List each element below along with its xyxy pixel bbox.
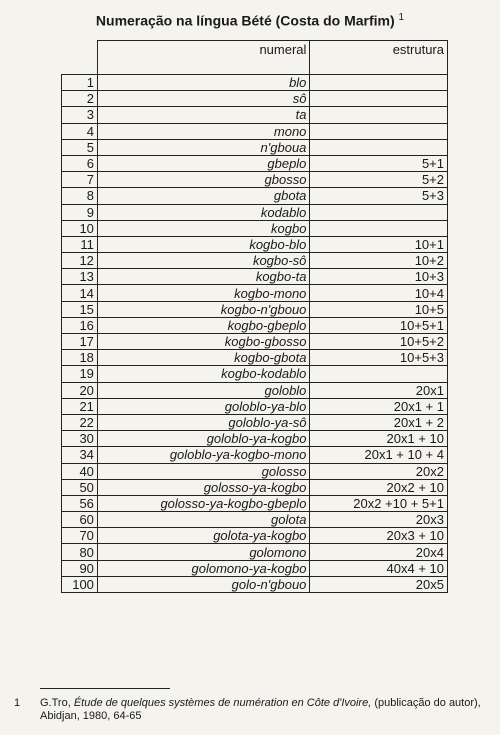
- table-row: [62, 350, 448, 366]
- row-numeral: kogbo-sô: [97, 253, 310, 269]
- row-number: 12: [62, 253, 98, 269]
- footnote-text: [40, 697, 495, 723]
- table-row: [62, 414, 448, 430]
- footnote-mark: 1: [14, 697, 21, 709]
- row-number: 80: [62, 544, 98, 560]
- footnote-work-title: Étude de quelques systèmes de numération en Côte d'Ivoire,: [73, 697, 372, 709]
- table-row: [62, 139, 448, 155]
- row-number: 40: [62, 463, 98, 479]
- row-numeral: kogbo-blo: [97, 236, 310, 252]
- footnote-author: G.Tro,: [40, 697, 74, 709]
- table-row: [62, 495, 448, 511]
- row-number: 3: [62, 107, 98, 123]
- row-numeral: golota: [97, 512, 310, 528]
- footnote-publication: (publicação do autor), Abidjan, 1980, 64-65: [40, 697, 481, 722]
- row-estrutura: [310, 139, 448, 155]
- row-number: 20: [62, 382, 98, 398]
- row-estrutura: 20x1: [310, 382, 448, 398]
- row-number: 5: [62, 139, 98, 155]
- row-estrutura: 20x1 + 10 + 4: [310, 447, 448, 463]
- row-number: 30: [62, 431, 98, 447]
- row-numeral: golo-n'gbouo: [97, 576, 310, 592]
- table-row: [62, 334, 448, 350]
- row-number: 6: [62, 155, 98, 171]
- table-row: [62, 75, 448, 91]
- table-row: [62, 172, 448, 188]
- row-number: 18: [62, 350, 98, 366]
- table-row: [62, 155, 448, 171]
- row-numeral: mono: [97, 123, 310, 139]
- row-numeral: goloblo-ya-kogbo-mono: [97, 447, 310, 463]
- table-row: [62, 366, 448, 382]
- table-row: [62, 269, 448, 285]
- page-title: [0, 12, 500, 29]
- numeral-table: [61, 40, 448, 593]
- table-row: [62, 447, 448, 463]
- table-row: [62, 91, 448, 107]
- row-number: 21: [62, 398, 98, 414]
- table-row: [62, 528, 448, 544]
- row-numeral: n'gboua: [97, 139, 310, 155]
- row-number: 7: [62, 172, 98, 188]
- table-row: [62, 463, 448, 479]
- row-number: 19: [62, 366, 98, 382]
- table-row: [62, 285, 448, 301]
- row-estrutura: 10+5+3: [310, 350, 448, 366]
- row-number: 13: [62, 269, 98, 285]
- row-numeral: goloblo-ya-kogbo: [97, 431, 310, 447]
- row-estrutura: 10+1: [310, 236, 448, 252]
- row-number: 22: [62, 414, 98, 430]
- header-estrutura: estrutura: [310, 41, 448, 75]
- row-estrutura: [310, 75, 448, 91]
- title-text: Numeração na língua Bété (Costa do Marfim): [95, 12, 395, 29]
- row-numeral: gbeplo: [97, 155, 310, 171]
- table-row: [62, 253, 448, 269]
- table-row: [62, 220, 448, 236]
- row-estrutura: [310, 366, 448, 382]
- table-row: [62, 382, 448, 398]
- row-number: 15: [62, 301, 98, 317]
- row-numeral: gbota: [97, 188, 310, 204]
- table-row: [62, 544, 448, 560]
- row-numeral: kogbo-gbeplo: [97, 317, 310, 333]
- row-numeral: golosso: [97, 463, 310, 479]
- row-number: 4: [62, 123, 98, 139]
- table-row: [62, 398, 448, 414]
- row-number: 11: [62, 236, 98, 252]
- row-estrutura: 5+3: [310, 188, 448, 204]
- row-estrutura: 5+1: [310, 155, 448, 171]
- row-estrutura: 20x2 +10 + 5+1: [310, 495, 448, 511]
- table-row: [62, 301, 448, 317]
- row-number: 16: [62, 317, 98, 333]
- row-estrutura: [310, 220, 448, 236]
- row-estrutura: 5+2: [310, 172, 448, 188]
- row-numeral: gbosso: [97, 172, 310, 188]
- row-numeral: goloblo: [97, 382, 310, 398]
- row-number: 2: [62, 91, 98, 107]
- row-estrutura: 20x4: [310, 544, 448, 560]
- table-row: [62, 479, 448, 495]
- table-row: [62, 123, 448, 139]
- row-estrutura: 10+5+2: [310, 334, 448, 350]
- row-numeral: golomono-ya-kogbo: [97, 560, 310, 576]
- row-estrutura: 20x3: [310, 512, 448, 528]
- row-number: 56: [62, 495, 98, 511]
- row-number: 70: [62, 528, 98, 544]
- table-row: [62, 576, 448, 592]
- row-estrutura: 20x2: [310, 463, 448, 479]
- row-estrutura: 10+4: [310, 285, 448, 301]
- row-estrutura: 20x1 + 10: [310, 431, 448, 447]
- table-row: [62, 431, 448, 447]
- row-estrutura: 20x1 + 2: [310, 414, 448, 430]
- row-number: 8: [62, 188, 98, 204]
- row-numeral: goloblo-ya-sô: [97, 414, 310, 430]
- row-estrutura: [310, 107, 448, 123]
- row-number: 90: [62, 560, 98, 576]
- row-numeral: kogbo-gbota: [97, 350, 310, 366]
- table-row: [62, 107, 448, 123]
- row-number: 17: [62, 334, 98, 350]
- row-numeral: kogbo-gbosso: [97, 334, 310, 350]
- row-number: 9: [62, 204, 98, 220]
- row-estrutura: 10+2: [310, 253, 448, 269]
- row-estrutura: 20x3 + 10: [310, 528, 448, 544]
- row-numeral: kogbo-ta: [97, 269, 310, 285]
- row-numeral: goloblo-ya-blo: [97, 398, 310, 414]
- header-corner: [62, 41, 98, 75]
- row-estrutura: 20x2 + 10: [310, 479, 448, 495]
- table-header-row: [62, 41, 448, 75]
- row-numeral: golosso-ya-kogbo-gbeplo: [97, 495, 310, 511]
- table-row: [62, 236, 448, 252]
- row-number: 60: [62, 512, 98, 528]
- row-number: 10: [62, 220, 98, 236]
- row-numeral: kogbo-kodablo: [97, 366, 310, 382]
- table-body: [62, 75, 448, 593]
- row-estrutura: 10+5+1: [310, 317, 448, 333]
- row-estrutura: 20x5: [310, 576, 448, 592]
- table-row: [62, 317, 448, 333]
- table-row: [62, 188, 448, 204]
- row-estrutura: [310, 204, 448, 220]
- footnote-rule: [40, 688, 170, 689]
- row-numeral: kogbo: [97, 220, 310, 236]
- table-row: [62, 512, 448, 528]
- row-estrutura: 10+5: [310, 301, 448, 317]
- row-numeral: golota-ya-kogbo: [97, 528, 310, 544]
- row-numeral: kogbo-n'gbouo: [97, 301, 310, 317]
- row-number: 100: [62, 576, 98, 592]
- row-numeral: golosso-ya-kogbo: [97, 479, 310, 495]
- table-row: [62, 204, 448, 220]
- row-estrutura: [310, 123, 448, 139]
- row-numeral: golomono: [97, 544, 310, 560]
- row-number: 1: [62, 75, 98, 91]
- row-estrutura: 40x4 + 10: [310, 560, 448, 576]
- row-number: 50: [62, 479, 98, 495]
- title-footnote-mark: 1: [398, 12, 405, 23]
- row-number: 14: [62, 285, 98, 301]
- header-numeral: numeral: [97, 41, 310, 75]
- row-numeral: blo: [97, 75, 310, 91]
- row-numeral: kogbo-mono: [97, 285, 310, 301]
- table-row: [62, 560, 448, 576]
- row-number: 34: [62, 447, 98, 463]
- row-numeral: sô: [97, 91, 310, 107]
- row-estrutura: 20x1 + 1: [310, 398, 448, 414]
- row-numeral: kodablo: [97, 204, 310, 220]
- row-numeral: ta: [97, 107, 310, 123]
- row-estrutura: [310, 91, 448, 107]
- row-estrutura: 10+3: [310, 269, 448, 285]
